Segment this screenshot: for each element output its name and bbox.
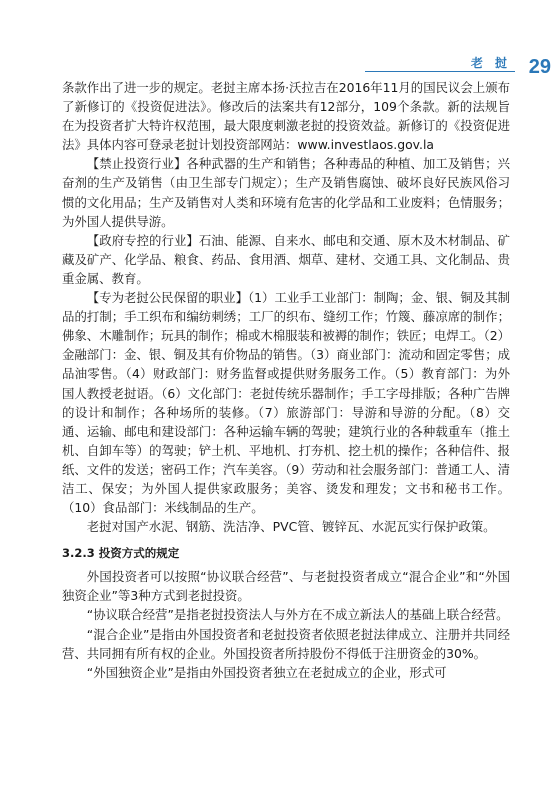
running-header-country: 老 挝 xyxy=(470,56,511,70)
paragraph-joint-operation: “协议联合经营”是指老挝投资法人与外方在不成立新法人的基础上联合经营。 xyxy=(86,607,509,623)
paragraph-joint-venture: “混合企业”是指由外国投资者和老挝投资者依照老挝法律成立、注册并共同经营、共同拥有所有权的企业。外国投资者所持股份不得低于注册资金的30%。 xyxy=(62,626,510,661)
paragraph-prohibited-industries: 【禁止投资行业】各种武器的生产和销售；各种毒品的种植、加工及销售；兴奋剂的生产及销售（由卫生部专门规定）；生产及销售腐蚀、破坏良好民族风俗习惯的文化用品；生产及销售对人类和环境有危害的化学品和工业废料；色情服务；为外国人提供导游。 xyxy=(62,156,510,229)
paragraph-investment-methods: 外国投资者可以按照“协议联合经营”、与老挝投资者成立“混合企业”和“外国独资企业”等3种方式到老挝投资。 xyxy=(62,569,510,604)
document-body xyxy=(62,78,510,682)
paragraph-government-controlled: 【政府专控的行业】石油、能源、自来水、邮电和交通、原木及木材制品、矿藏及矿产、化学品、粮食、药品、食用酒、烟草、建材、交通工具、文化制品、贵重金属、教育。 xyxy=(62,232,510,286)
paragraph-protection-policy: 老挝对国产水泥、钢筋、洗洁净、PVC管、镀锌瓦、水泥瓦实行保护政策。 xyxy=(86,519,496,535)
page-header xyxy=(0,54,559,76)
page-number: 29 xyxy=(528,56,551,78)
paragraph-reserved-occupations: 【专为老挝公民保留的职业】（1）工业手工业部门：制陶；金、银、铜及其制品的打制；手工织布和编纺刺绣；工厂的织布、缝纫工作；竹篾、藤凉席的制作；佛象、木雕制作；玩具的制作；棉或木棉服装和被褥的制作；铁匠；电焊工。（2）金融部门：金、银、铜及其有价物品的销售。（3）商业部门：流动和固定零售；成品油零售。（4）财政部门：财务监督或提供财务服务工作。（5）教育部门：为外国人教授老挝语。（6）文化部门：老挝传统乐器制作；手工字母排版；各种广告牌的设计和制作；各种场所的装修。（7）旅游部门：导游和导游的分配。（8）交通、运输、邮电和建设部门：各种运输车辆的驾驶；建筑行业的各种载重车（推土机、自卸车等）的驾驶；铲土机、平地机、打夯机、挖土机的操作；各种信件、报纸、文件的发送；密码工作；汽车美容。（9）劳动和社会服务部门：普通工人、清洁工、保安；为外国人提供家政服务；美容、烫发和理发；文书和秘书工作。（10）食品部门：米线制品的生产。 xyxy=(62,290,510,516)
header-rule xyxy=(365,71,515,72)
section-heading: 3.2.3 投资方式的规定 xyxy=(62,546,180,561)
paragraph-wholly-foreign-owned: “外国独资企业”是指由外国投资者独立在老挝成立的企业，形式可 xyxy=(86,664,447,680)
paragraph-regulation-intro: 条款作出了进一步的规定。老挝主席本扬·沃拉吉在2016年11月的国民议会上颁布了新修订的《投资促进法》。修改后的法案共有12部分，109个条款。新的法规旨在为投资者扩大特许权范围，最大限度刺激老挝的投资效益。新修订的《投资促进法》具体内容可登录老挝计划投资部网站：www.investlaos.gov.la xyxy=(62,80,510,153)
